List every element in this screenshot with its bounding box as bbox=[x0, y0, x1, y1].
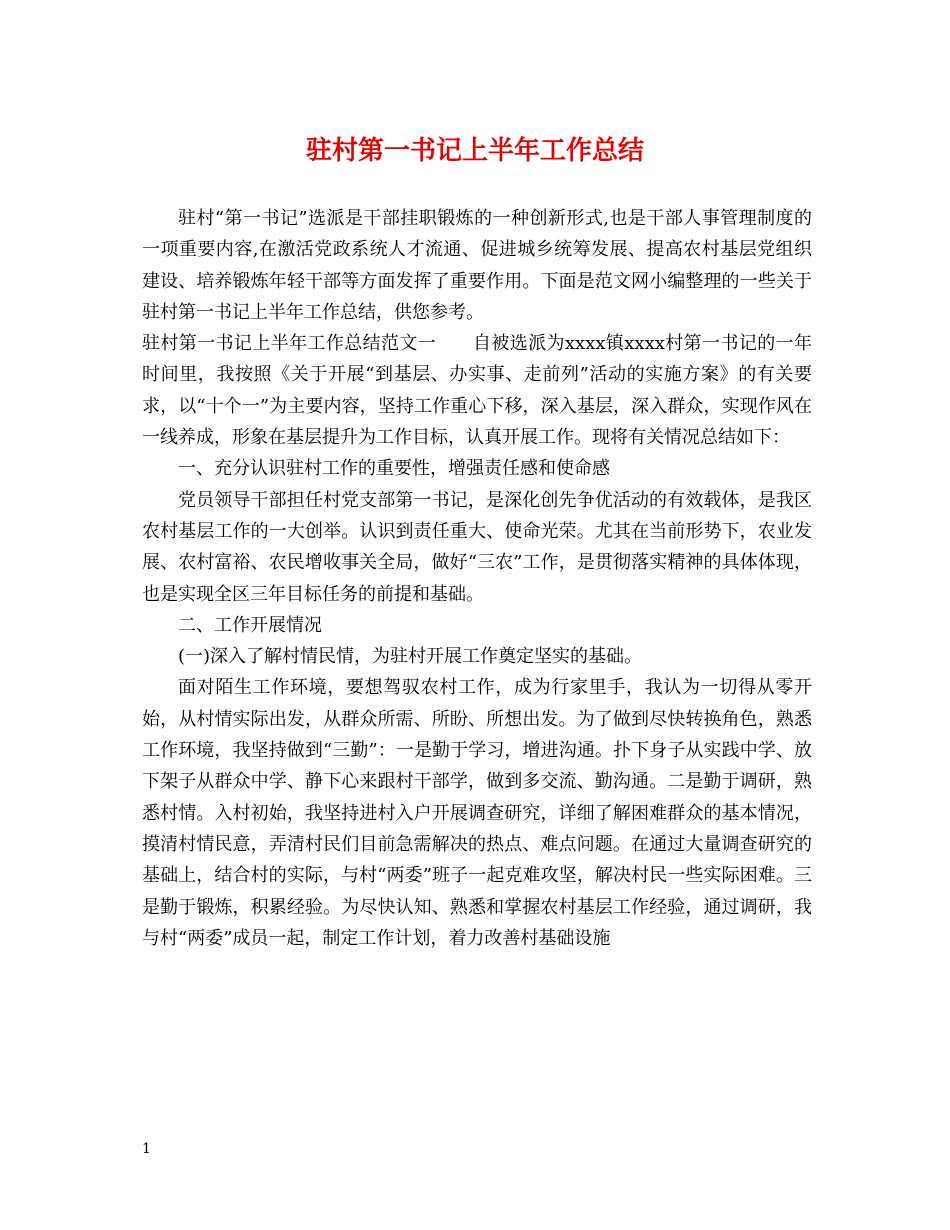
paragraph-intro: 驻村“第一书记”选派是干部挂职锻炼的一种创新形式,也是干部人事管理制度的一项重要内容,在激活党政系统人才流通、促进城乡统筹发展、提高农村基层党组织建设、培养锻炼年轻干部等方面发挥了重要作用。下面是范文网小编整理的一些关于驻村第一书记上半年工作总结，供您参考。 bbox=[142, 208, 812, 323]
paragraph-understanding: 党员领导干部担任村党支部第一书记，是深化创先争优活动的有效载体，是我区农村基层工作的一大创举。认识到责任重大、使命光荣。尤其在当前形势下，农业发展、农村富裕、农民增收事关全局，做好“三农”工作，是贯彻落实精神的具体体现，也是实现全区三年目标任务的前提和基础。 bbox=[142, 489, 812, 605]
section-heading-one: 一、充分认识驻村工作的重要性，增强责任感和使命感 bbox=[178, 458, 610, 480]
page-number: 1 bbox=[142, 1141, 151, 1157]
paragraph-sample-one: 驻村第一书记上半年工作总结范文一 自被选派为xxxx镇xxxx村第一书记的一年时间里，我按照《关于开展“到基层、办实事、走前列”活动的实施方案》的有关要求，以“十个一”为主要内容，坚持工作重心下移，深入基层，深入群众，实现作风在一线养成，形象在基层提升为工作目标，认真开展工作。现将有关情况总结如下： bbox=[142, 333, 812, 449]
page-title: 驻村第一书记上半年工作总结 bbox=[305, 136, 644, 166]
subsection-heading-one: (一)深入了解村情民情，为驻村开展工作奠定坚实的基础。 bbox=[178, 646, 643, 668]
document-body bbox=[142, 203, 812, 954]
paragraph-work-environment: 面对陌生工作环境，要想驾驭农村工作，成为行家里手，我认为一切得从零开始，从村情实际出发，从群众所需、所盼、所想出发。为了做到尽快转换角色，熟悉工作环境，我坚持做到“三勤”：一是勤于学习，增进沟通。扑下身子从实践中学、放下架子从群众中学、静下心来跟村干部学，做到多交流、勤沟通。二是勤于调研，熟悉村情。入村初始，我坚持进村入户开展调查研究，详细了解困难群众的基本情况，摸清村情民意，弄清村民们目前急需解决的热点、难点问题。在通过大量调查研究的基础上，结合村的实际，与村“两委”班子一起克难攻坚，解决村民一些实际困难。三是勤于锻炼，积累经验。为尽快认知、熟悉和掌握农村基层工作经验，通过调研，我与村“两委”成员一起，制定工作计划，着力改善村基础设施 bbox=[142, 677, 812, 949]
section-heading-two: 二、工作开展情况 bbox=[178, 614, 322, 636]
